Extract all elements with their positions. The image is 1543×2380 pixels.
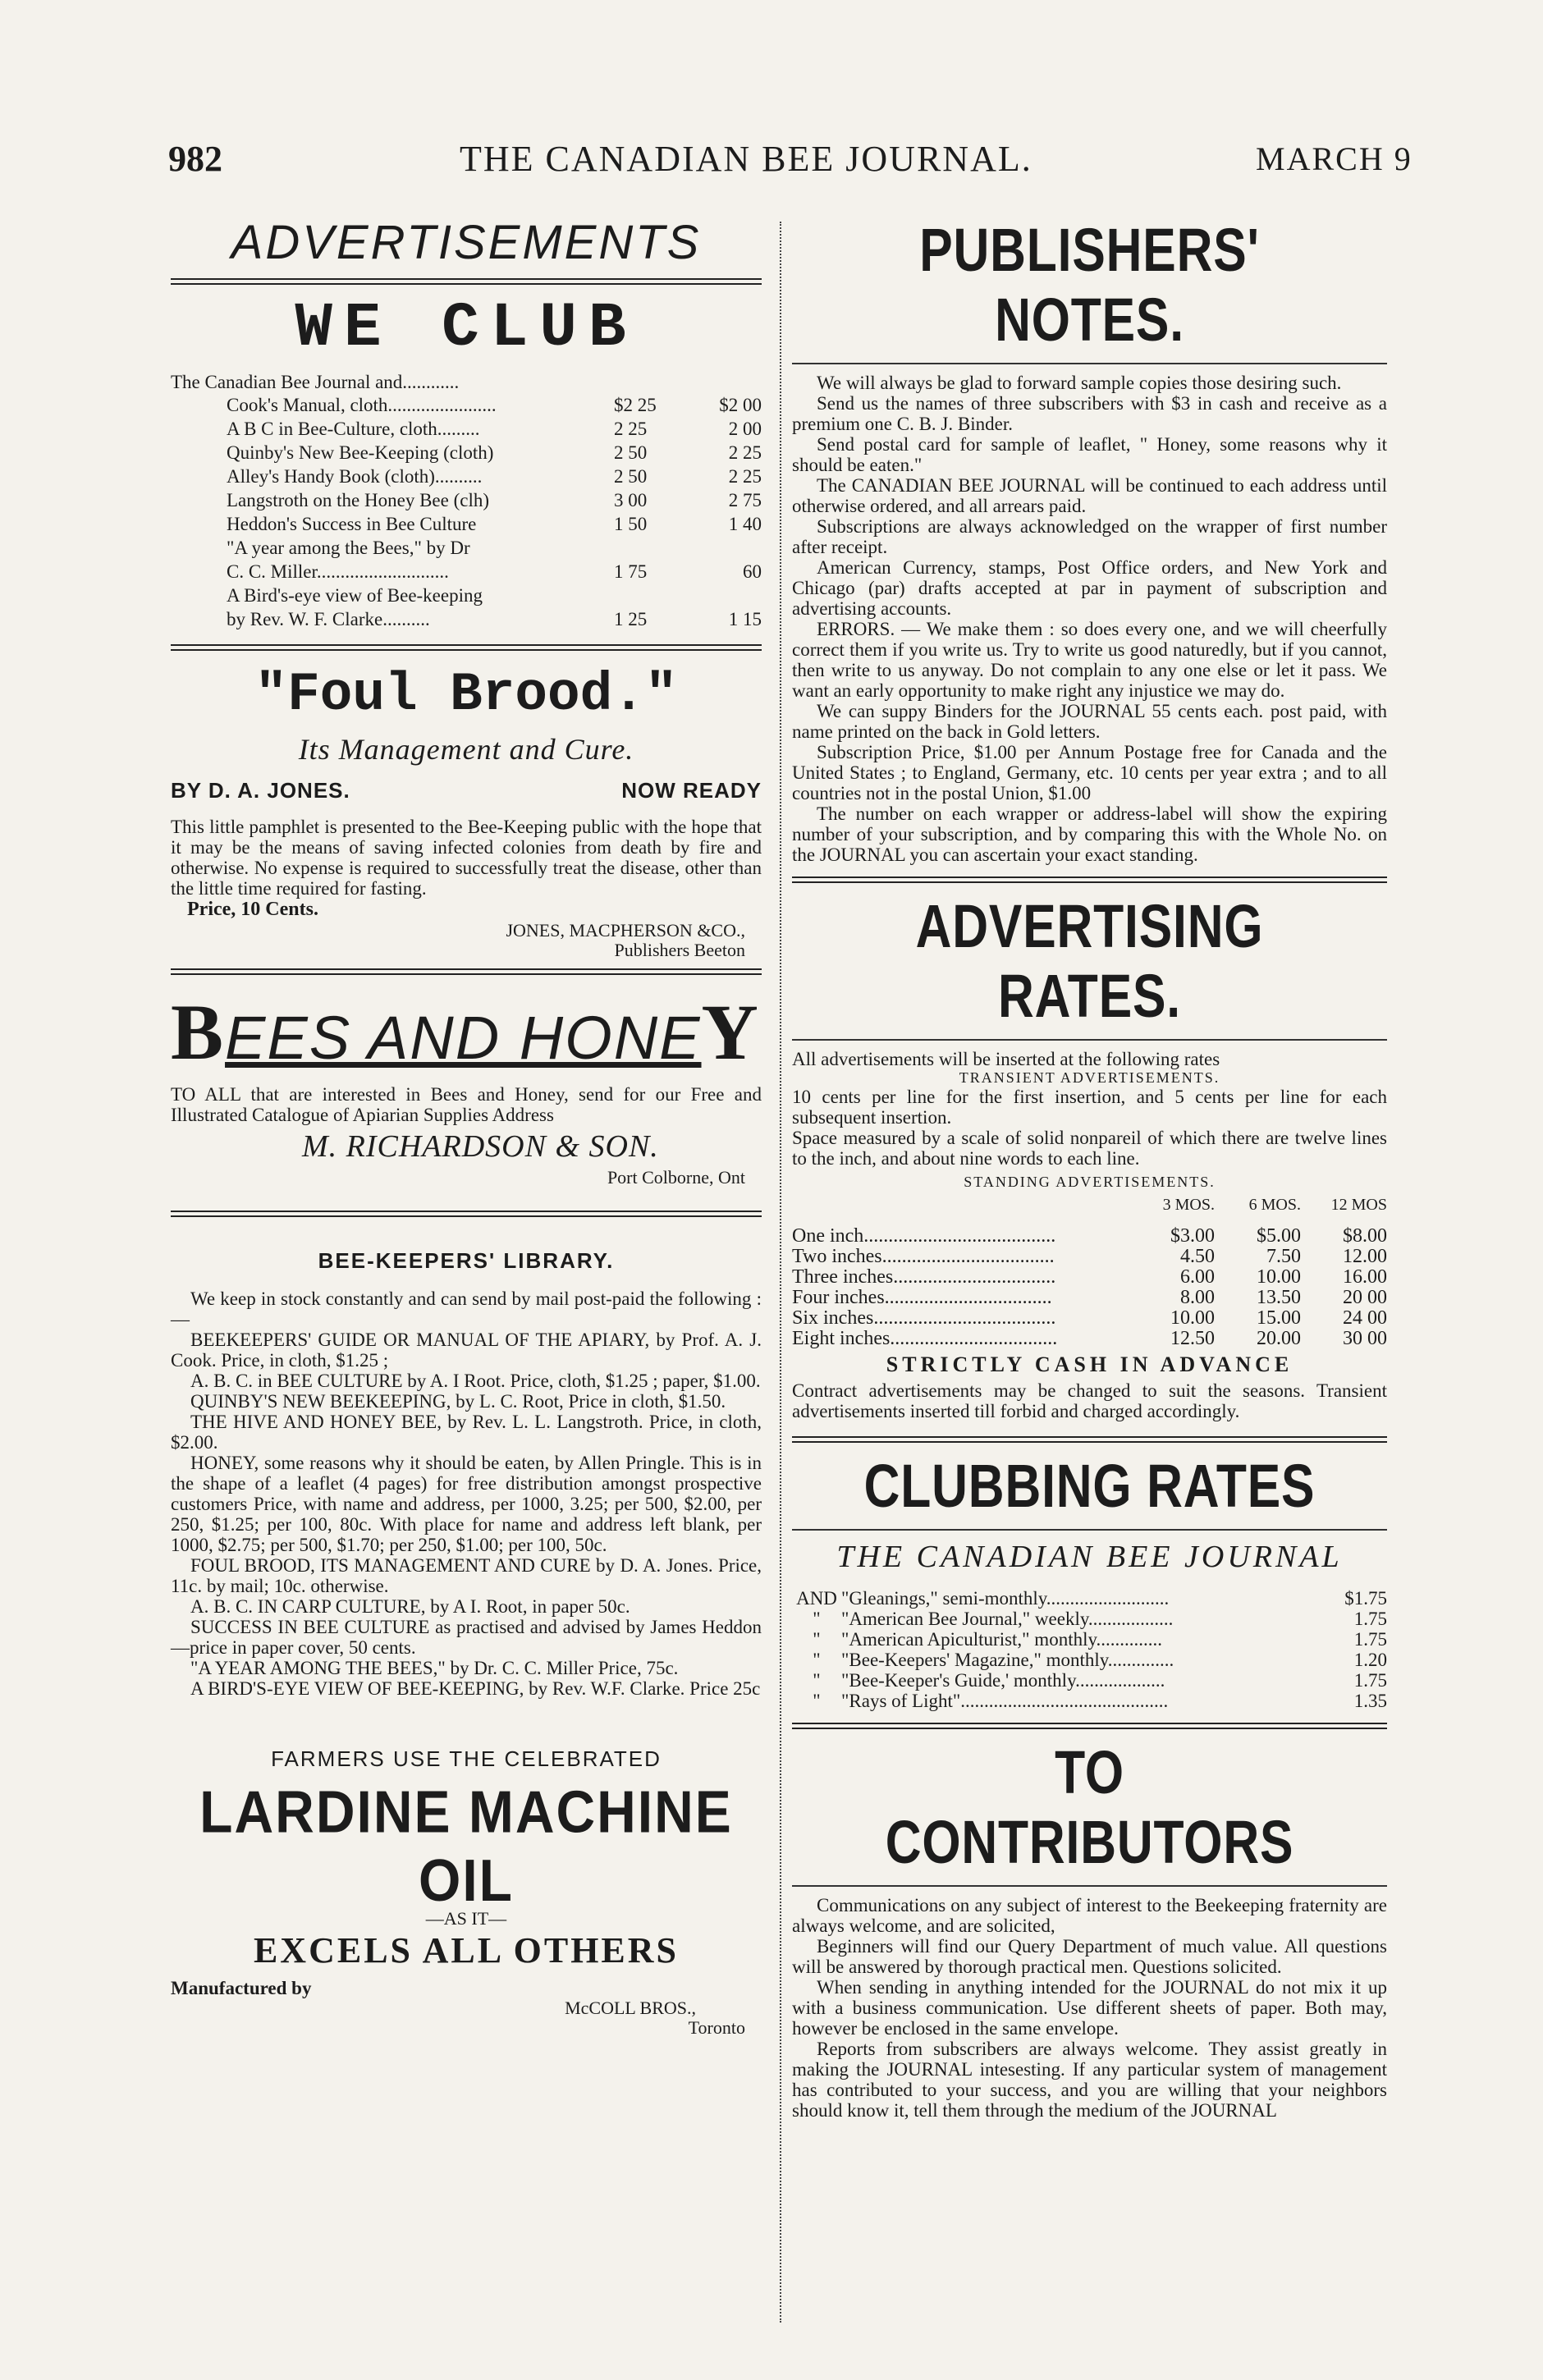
lardine-heading: LARDINE MACHINE OIL [199,1778,733,1914]
richardson-place: Port Colborne, Ont [607,1167,745,1188]
clubbing-price: 1.20 [1353,1650,1387,1670]
mccoll-place: Toronto [688,2017,745,2038]
club-offer-name: Langstroth on the Honey Bee (clh) [227,490,489,510]
rates-row [792,1267,1387,1288]
clubbing-journal: "American Bee Journal," weekly.................. [841,1609,1174,1629]
library-entry: SUCCESS IN BEE CULTURE as practised and advised by James Heddon—price in paper cover, 50 cents. [171,1617,762,1658]
publishers-note: The CANADIAN BEE JOURNAL will be continued to each address until otherwise ordered, and all arrears paid. [792,475,1387,516]
rates-row [792,1288,1387,1308]
rates-12mos: 16.00 [1343,1266,1387,1288]
publishers-note: The number on each wrapper or address-label will show the expiring number of your subscription, and by comparing this with the Whole No. on the JOURNAL you can ascertain your exact standing. [792,803,1387,865]
page-header [0,138,1543,187]
clubbing-price: $1.75 [1344,1588,1387,1609]
advertisements-heading: ADVERTISEMENTS [231,216,702,269]
club-offer-row [171,441,762,465]
rates-row [792,1308,1387,1329]
club-offer-club-price: $2 00 [719,395,762,415]
contributors-note: When sending in anything intended for the JOURNAL do not mix it up with a business communication. Use different sheets of paper. Both may, however be enclosed in the same envelope. [792,1977,1387,2039]
transient-body: 10 cents per line for the first insertion, and 5 cents per line for each subsequent insertion. [792,1087,1387,1128]
publishers-note: Send postal card for sample of leaflet, " Honey, some reasons why it should be eaten." [792,434,1387,475]
library-entry: HONEY, some reasons why it should be eaten, by Allen Pringle. This is in the shape of a leaflet (4 pages) for free distribution amongst prospective customers Price, with name and address, per 1000, 3.25; per 500, $2.00, per 250, $1.25; per 100, 80c. With place for name and address left blank, per 1000, $2.75; per 500, $1.70; per 250, $1.00; per 100, 50c. [171,1453,762,1555]
rates-12mos: 30 00 [1343,1328,1387,1349]
library-entry: BEEKEEPERS' GUIDE OR MANUAL OF THE APIARY, by Prof. A. J. Cook. Price, in cloth, $1.25 ; [171,1330,762,1371]
club-offer-price [614,584,696,607]
rates-table [792,1226,1387,1349]
rates-6mos: 13.50 [1257,1287,1301,1308]
club-offer-name: C. C. Miller............................ [227,561,449,582]
club-offer-row [171,560,762,584]
rates-3mos: 8.00 [1180,1287,1215,1308]
publishers-notes-list [792,373,1387,865]
contributors-note: Communications on any subject of interest to the Beekeeping fraternity are always welcome, and are solicited, [792,1895,1387,1936]
publishers-notes-heading: PUBLISHERS' NOTES. [919,216,1260,354]
clubbing-price: 1.75 [1353,1670,1387,1691]
transient-heading: TRANSIENT ADVERTISEMENTS. [959,1069,1220,1086]
clubbing-and: " [813,1650,821,1670]
contributors-list [792,1895,1387,2121]
rates-size: Three inches................................. [792,1266,1056,1288]
library-entry: "A YEAR AMONG THE BEES," by Dr. C. C. Miller Price, 75c. [190,1658,679,1678]
club-offer-name: A Bird's-eye view of Bee-keeping [227,585,483,606]
foul-brood-price: Price, 10 Cents. [187,899,318,920]
clubbing-journal: "Gleanings," semi-monthly.......................... [841,1588,1170,1609]
club-offer-price: 3 00 [614,490,648,510]
cbj-heading: THE CANADIAN BEE JOURNAL [836,1540,1343,1574]
library-list [171,1288,762,1699]
rates-3mos: $3.00 [1170,1225,1215,1247]
to-contributors-heading: TO CONTRIBUTORS [885,1738,1294,1876]
journal-title: THE CANADIAN BEE JOURNAL. [460,139,1032,179]
club-offer-price: 2 50 [614,466,648,487]
left-column [171,215,762,2038]
foul-brood-byline [171,778,762,803]
club-offer-price: 2 50 [614,442,648,463]
publisher-place: Publishers Beeton [614,940,745,960]
now-ready-label: NOW READY [621,778,762,803]
column-divider [780,222,781,2323]
divider [792,1039,1387,1041]
club-offer-name: by Rev. W. F. Clarke.......... [227,609,430,629]
club-offer-row [171,607,762,631]
clubbing-journal: "Rays of Light"............................................ [841,1691,1169,1711]
author: BY D. A. JONES. [171,778,350,803]
club-offer-price: 2 25 [614,419,648,439]
divider [792,1529,1387,1531]
club-offer-row [171,417,762,441]
rates-12mos: $8.00 [1343,1225,1387,1247]
clubbing-price: 1.75 [1353,1629,1387,1650]
library-entry: A. B. C. IN CARP CULTURE, by A I. Root, in paper 50c. [190,1596,630,1617]
publishers-note: Subscription Price, $1.00 per Annum Postage free for Canada and the United States ; to England, Germany, etc. 10 cents per year extra ; and to all countries not in the postal Union, $1.00 [792,742,1387,803]
club-offer-price [614,536,696,560]
rates-row [792,1329,1387,1349]
club-offer-name: "A year among the Bees," by Dr [227,538,470,558]
club-offer-name: Cook's Manual, cloth....................... [227,395,497,415]
club-offer-club-price [696,536,762,560]
club-offer-club-price: 2 25 [728,466,762,487]
club-offer-club-price [696,584,762,607]
foul-brood-subtitle: Its Management and Cure. [298,733,634,766]
clubbing-row [792,1670,1387,1691]
mccoll-name: McCOLL BROS., [565,1998,696,2018]
divider [792,363,1387,364]
club-offer-price: $2 25 [614,395,657,415]
right-column [792,215,1387,2121]
library-heading: BEE-KEEPERS' LIBRARY. [318,1248,615,1273]
contributors-note: Reports from subscribers are always welcome. They assist greatly in making the JOURNAL intesesting. If any particular system of management has contributed to your success, and you are willing that your neighbors should know it, tell them through the medium of the JOURNAL [792,2039,1387,2121]
issue-date: MARCH 9 [1256,140,1413,177]
clubbing-row [792,1650,1387,1670]
rates-6mos: 7.50 [1266,1246,1301,1267]
rates-col-12mos: 12 MOS [1330,1196,1387,1214]
rates-3mos: 12.50 [1170,1328,1215,1349]
club-offer-row [171,465,762,488]
clubbing-and: " [813,1670,821,1691]
clubbing-row [792,1691,1387,1711]
bees-title-text: EES AND HONE [225,1004,702,1072]
rates-12mos: 24 00 [1343,1307,1387,1329]
rates-row [792,1247,1387,1267]
rates-size: Four inches.................................. [792,1287,1052,1308]
advertising-rates-heading: ADVERTISING RATES. [915,892,1264,1030]
rates-6mos: 20.00 [1257,1328,1301,1349]
library-entry: We keep in stock constantly and can send by mail post-paid the following :— [171,1288,762,1330]
rates-size: Eight inches.................................. [792,1328,1058,1349]
divider [792,876,1387,883]
divider [171,968,762,975]
club-offer-club-price: 2 75 [728,490,762,510]
rates-header-row [792,1196,1387,1215]
club-offer-club-price: 1 40 [728,514,762,534]
clubbing-price: 1.35 [1353,1691,1387,1711]
rates-12mos: 12.00 [1343,1246,1387,1267]
we-club-heading: WE CLUB [295,293,638,364]
club-offer-row [171,536,762,560]
library-entry: FOUL BROOD, ITS MANAGEMENT AND CURE by D. A. Jones. Price, 11c. by mail; 10c. otherwise. [171,1555,762,1596]
rates-6mos: 10.00 [1257,1266,1301,1288]
club-offer-row [171,393,762,417]
rates-6mos: 15.00 [1257,1307,1301,1329]
library-entry: QUINBY'S NEW BEEKEEPING, by L. C. Root, Price in cloth, $1.50. [190,1391,726,1412]
rates-3mos: 6.00 [1180,1266,1215,1288]
club-offer-list [171,393,762,631]
club-offer-name: Quinby's New Bee-Keeping (cloth) [227,442,494,463]
strictly-cash-line: STRICTLY CASH IN ADVANCE [886,1352,1293,1376]
clubbing-and: " [813,1629,821,1650]
publishers-note: Send us the names of three subscribers with $3 in cash and receive as a premium one C. B. J. Binder. [792,393,1387,434]
club-offer-name: A B C in Bee-Culture, cloth......... [227,419,480,439]
bees-final: Y [701,988,760,1076]
publishers-note: ERRORS. — We make them : so does every one, and we will cheerfully correct them if you write us. Try to write us good naturedly, but if you cannot, then write to us anyway. Do not complain to any one else or let it pass. We want an early opportunity to make right any injustice we may do. [792,619,1387,701]
club-offer-row [171,488,762,512]
club-offer-name: Heddon's Success in Bee Culture [227,514,477,534]
clubbing-row [792,1629,1387,1650]
clubbing-price: 1.75 [1353,1609,1387,1629]
bees-ad-body: TO ALL that are interested in Bees and Honey, send for our Free and Illustrated Catalogue of Apiarian Supplies Address [171,1084,762,1125]
clubbing-row [792,1588,1387,1609]
club-offer-price: 1 25 [614,609,648,629]
clubbing-row [792,1609,1387,1629]
foul-brood-heading: "Foul Brood." [254,664,678,725]
excels-heading: EXCELS ALL OTHERS [253,1930,680,1970]
foul-brood-description: This little pamphlet is presented to the Bee-Keeping public with the hope that it may be the means of saving infected colonies from death by fire and otherwise. No expense is required to successfully treat the disease, other than the little time required for fasting. [171,817,762,899]
clubbing-and: " [813,1609,821,1629]
rates-3mos: 10.00 [1170,1307,1215,1329]
page-number: 982 [168,139,222,179]
library-entry: A. B. C. in BEE CULTURE by A. I Root. Price, cloth, $1.25 ; paper, $1.00. [190,1371,761,1391]
standing-heading: STANDING ADVERTISEMENTS. [964,1174,1216,1190]
contributors-note: Beginners will find our Query Department of much value. All questions will be answered by thorough practical men. Questions solicited. [792,1936,1387,1977]
club-offer-price: 1 50 [614,514,648,534]
publishers-note: We can suppy Binders for the JOURNAL 55 cents each. post paid, with name printed on the back in Gold letters. [792,701,1387,742]
bees-and-honey-heading [171,986,762,1078]
rates-col-6mos: 6 MOS. [1248,1196,1301,1214]
clubbing-journal: "American Apiculturist," monthly.............. [841,1629,1162,1650]
publishers-note: We will always be glad to forward sample copies those desiring such. [817,373,1342,393]
divider [792,1436,1387,1443]
clubbing-and: " [813,1691,821,1711]
farmers-line: FARMERS USE THE CELEBRATED [271,1746,662,1771]
rates-size: One inch....................................... [792,1225,1056,1247]
library-entry: THE HIVE AND HONEY BEE, by Rev. L. L. Langstroth. Price, in cloth, $2.00. [171,1412,762,1453]
club-intro: The Canadian Bee Journal and............ [171,372,460,392]
divider [792,1885,1387,1887]
club-offer-club-price: 60 [743,561,762,582]
rates-6mos: $5.00 [1257,1225,1301,1247]
rates-12mos: 20 00 [1343,1287,1387,1308]
club-offer-club-price: 2 00 [728,419,762,439]
clubbing-journal: "Bee-Keepers' Magazine," monthly.............. [841,1650,1174,1670]
rates-size: Six inches..................................... [792,1307,1056,1329]
publisher-name: JONES, MACPHERSON &CO., [506,920,745,941]
divider [171,644,762,651]
rates-size: Two inches................................... [792,1246,1055,1267]
rates-row [792,1226,1387,1247]
divider [171,278,762,285]
divider [792,1723,1387,1729]
rates-col-3mos: 3 MOS. [1162,1196,1215,1214]
club-offer-name: Alley's Handy Book (cloth).......... [227,466,483,487]
publishers-note: Subscriptions are always acknowledged on the wrapper of first number after receipt. [792,516,1387,557]
clubbing-journal: "Bee-Keeper's Guide,' monthly................... [841,1670,1165,1691]
manufactured-by: Manufactured by [171,1978,312,1998]
rates-3mos: 4.50 [1180,1246,1215,1267]
contract-note: Contract advertisements may be changed to suit the seasons. Transient advertisements inserted till forbid and charged accordingly. [792,1380,1387,1421]
adv-intro: All advertisements will be inserted at the following rates [792,1049,1220,1069]
clubbing-list [792,1588,1387,1711]
clubbing-rates-heading: CLUBBING RATES [863,1452,1316,1520]
bees-initial: B [171,988,226,1076]
club-offer-price: 1 75 [614,561,648,582]
library-entry: A BIRD'S-EYE VIEW OF BEE-KEEPING, by Rev. W.F. Clarke. Price 25c [190,1678,761,1699]
divider [171,1211,762,1217]
club-offer-club-price: 1 15 [728,609,762,629]
clubbing-and: AND [796,1588,837,1609]
richardson-name: M. RICHARDSON & SON. [302,1129,659,1164]
publishers-note: American Currency, stamps, Post Office orders, and New York and Chicago (par) drafts accepted at par in payment of subscription and advertising accounts. [792,557,1387,619]
as-it-line: —AS IT— [425,1908,507,1929]
club-offer-row [171,584,762,607]
space-body: Space measured by a scale of solid nonpareil of which there are twelve lines to the inch, and about nine words to each line. [792,1128,1387,1169]
club-offer-row [171,512,762,536]
club-offer-club-price: 2 25 [728,442,762,463]
